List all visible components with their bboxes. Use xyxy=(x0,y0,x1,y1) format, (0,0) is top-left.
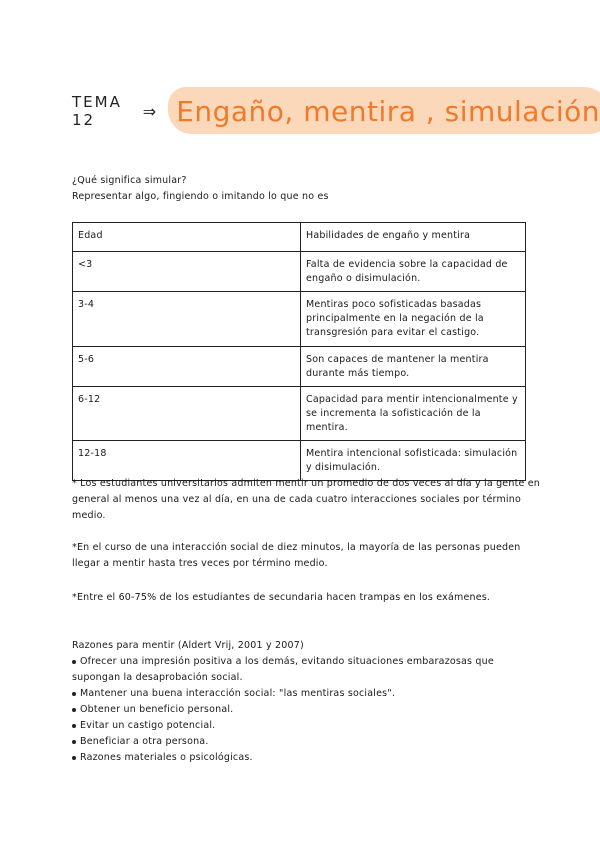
list-item xyxy=(72,686,542,702)
bullet-icon xyxy=(72,708,76,712)
reasons-heading: Razones para mentir (Aldert Vrij, 2001 y 2007) xyxy=(72,640,304,651)
intro-answer: Representar algo, fingiendo o imitando lo que no es xyxy=(72,191,329,202)
bullet-icon xyxy=(72,692,76,696)
table-row xyxy=(73,347,526,387)
table-row xyxy=(73,387,526,441)
page-header xyxy=(72,86,600,136)
list-item xyxy=(72,654,542,686)
skill-cell: Son capaces de mantener la mentira durante más tiempo. xyxy=(301,347,526,387)
arrow-icon: ⇒ xyxy=(142,101,157,121)
topic-number: TEMA 12 xyxy=(72,93,122,129)
age-cell: 3-4 xyxy=(73,292,301,347)
skill-cell: Falta de evidencia sobre la capacidad de engaño o disimulación. xyxy=(301,252,526,292)
age-skills-table xyxy=(72,222,526,481)
list-item-text: Razones materiales o psicológicas. xyxy=(80,752,253,763)
title-highlight xyxy=(176,95,600,128)
skill-cell: Mentira intencional sofisticada: simulación y disimulación. xyxy=(301,441,526,481)
table-header-cell: Edad xyxy=(73,223,301,252)
list-item-text: Obtener un beneficio personal. xyxy=(80,704,234,715)
reasons-list xyxy=(72,654,542,766)
list-item xyxy=(72,718,542,734)
age-cell: 12-18 xyxy=(73,441,301,481)
bullet-icon xyxy=(72,756,76,760)
age-cell: <3 xyxy=(73,252,301,292)
note-paragraph: *En el curso de una interacción social de diez minutos, la mayoría de las personas pueden llegar a mentir hasta tres veces por término medio. xyxy=(72,542,521,569)
note-paragraph: * Los estudiantes universitarios admiten mentir un promedio de dos veces al día y la gente en general al menos una vez al día, en una de cada cuatro interacciones sociales por término medio. xyxy=(72,478,541,521)
list-item xyxy=(72,750,542,766)
table-header-row xyxy=(73,223,526,252)
age-cell: 6-12 xyxy=(73,387,301,441)
intro-question: ¿Qué significa simular? xyxy=(72,175,187,186)
age-cell: 5-6 xyxy=(73,347,301,387)
list-item-text: Evitar un castigo potencial. xyxy=(80,720,216,731)
bullet-icon xyxy=(72,740,76,744)
list-item-text: Beneficiar a otra persona. xyxy=(80,736,209,747)
skill-cell: Capacidad para mentir intencionalmente y se incrementa la sofisticación de la mentira. xyxy=(301,387,526,441)
list-item xyxy=(72,734,542,750)
list-item-text: Ofrecer una impresión positiva a los demás, evitando situaciones embarazosas que supongan la desaprobación social. xyxy=(72,656,494,683)
table-row xyxy=(73,252,526,292)
bullet-icon xyxy=(72,724,76,728)
note-paragraph: *Entre el 60-75% de los estudiantes de secundaria hacen trampas en los exámenes. xyxy=(72,592,491,603)
page-title: Engaño, mentira , simulación xyxy=(176,94,600,128)
bullet-icon xyxy=(72,660,76,664)
table-row xyxy=(73,292,526,347)
list-item-text: Mantener una buena interacción social: "las mentiras sociales". xyxy=(80,688,396,699)
list-item xyxy=(72,702,542,718)
table-header-cell: Habilidades de engaño y mentira xyxy=(301,223,526,252)
skill-cell: Mentiras poco sofisticadas basadas principalmente en la negación de la transgresión para evitar el castigo. xyxy=(301,292,526,347)
table-row xyxy=(73,441,526,481)
